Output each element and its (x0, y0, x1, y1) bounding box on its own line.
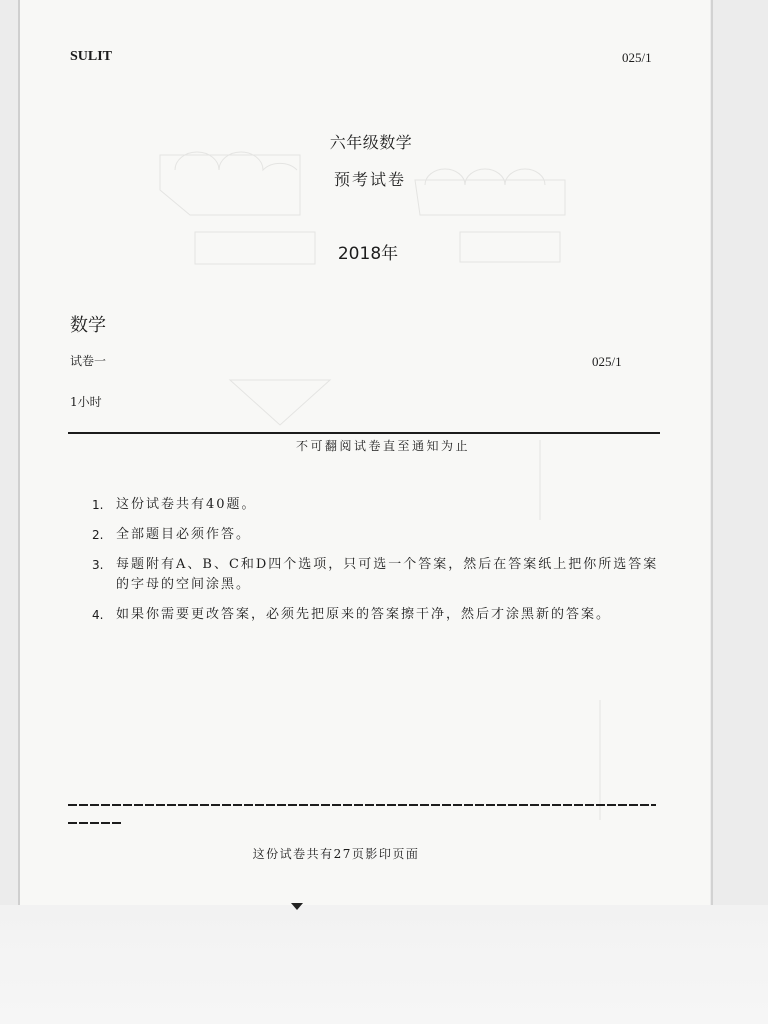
scan-mark (291, 903, 303, 910)
exam-duration: 1小时 (70, 395, 102, 409)
section-divider (68, 432, 660, 434)
dashed-rule-short (68, 822, 122, 824)
paper-number: 试卷一 (70, 354, 107, 368)
subject-heading: 数学 (70, 315, 106, 336)
exam-subtitle: 预考试卷 (333, 170, 407, 189)
item-text: 这份试卷共有40题。 (116, 497, 257, 512)
do-not-open-notice: 不可翻阅试卷直至通知为止 (295, 439, 471, 453)
item-text: 如果你需要更改答案，必须先把原来的答案擦干净，然后才涂黑新的答案。 (116, 607, 612, 622)
classification-label: SULIT (70, 49, 113, 64)
item-text: 全部题目必须作答。 (116, 527, 252, 542)
item-number: 3. (92, 558, 104, 572)
item-text-continuation: 的字母的空间涂黑。 (116, 577, 252, 592)
exam-year: 2018年 (337, 244, 399, 264)
page-count-note: 这份试卷共有27页影印页面 (252, 847, 420, 861)
dashed-rule (68, 804, 656, 806)
paper-code-header: 025/1 (622, 50, 652, 65)
item-text: 每题附有A、B、C和D四个选项，只可选一个答案，然后在答案纸上把你所选答案 (116, 557, 659, 572)
exam-title: 六年级数学 (329, 133, 413, 152)
paper-code: 025/1 (592, 354, 622, 369)
item-number: 1. (92, 498, 104, 512)
item-number: 2. (92, 528, 104, 542)
item-number: 4. (92, 608, 104, 622)
